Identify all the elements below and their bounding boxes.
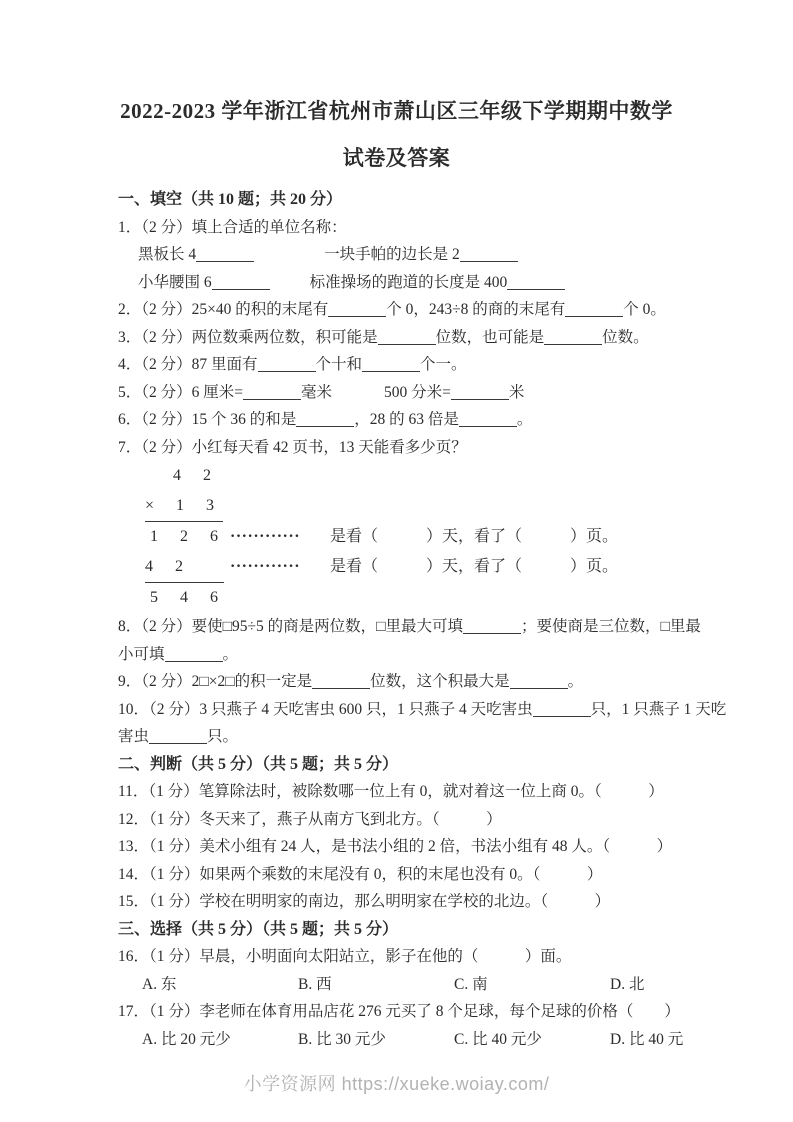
choice-option-q16-a: A. 东 [142,975,177,993]
question-text-q8: 8．（2 分）要使□95÷5 的商是两位数，□里最大可填 [118,618,463,635]
spacer [270,286,310,287]
question-text-q10: 只。 [207,728,239,745]
multiplication-digits: 4 2 [173,467,220,484]
exam-title [60,0,733,182]
question-line-q15 [118,888,681,916]
choice-option-q16-d: D. 北 [610,975,645,993]
question-line-q10 [118,723,681,751]
question-text-q2: 个 0，243÷8 的商的末尾有 [386,301,566,318]
multiplication-digits: 5 4 6 [150,589,227,606]
question-line-q1 [118,241,681,269]
fill-blank-q6 [296,411,354,427]
section-heading-1: 一、填空（共 10 题；共 20 分） [118,191,343,208]
question-line-q11 [118,778,681,806]
question-text-q1: 黑板长 4 [138,246,197,263]
fill-blank-q3 [378,329,436,345]
question-text-q4: 个一。 [420,356,467,373]
multiplication-row-2 [145,491,681,522]
question-line-q17 [118,998,681,1026]
multiplication-digits: 1 2 6 [150,528,227,545]
question-line-q1 [118,269,681,297]
fill-blank-q8 [463,618,521,634]
question-line-q12 [118,806,681,834]
question-text-q8: ；要使商是三位数，□里最 [520,618,701,635]
question-line-q1 [118,214,681,242]
footer-site-text: 小学资源网 https://xueke.woiay.com/ [243,1074,550,1094]
choice-option-q17-b: B. 比 30 元少 [298,1030,386,1048]
spacer [118,286,138,287]
fill-blank-q2 [328,301,386,317]
question-text-q9: 位数，这个积最大是 [370,673,510,690]
section-heading-3: 三、选择（共 5 分）（共 5 题；共 5 分） [118,920,399,938]
multiplication-digits-cell [145,583,230,613]
question-text-q1: 1．（2 分）填上合适的单位名称： [118,218,347,236]
dotted-leader: ············ [230,558,301,575]
question-text-q8: 小可填 [118,645,165,663]
question-text-q9: 。 [567,673,584,690]
multiplication-digits-cell [145,461,230,491]
question-line-q6 [118,406,681,434]
question-line-q4 [118,351,681,379]
fill-blank-q5 [243,384,301,400]
question-line-q10 [118,696,727,724]
question-text-q3: 3．（2 分）两位数乘两位数，积可能是 [118,328,378,346]
choice-option-q17-d: D. 比 40 元 [610,1030,684,1048]
fill-blank-q10 [149,728,207,744]
fill-blank-q9 [312,673,370,689]
question-text-q3: 位数。 [602,328,649,346]
fill-blank-q1 [196,246,254,262]
multiplication-row-3 [145,522,681,552]
multiplication-digits-cell [145,522,230,552]
choice-option-q17-c: C. 比 40 元少 [454,1030,542,1048]
fill-blank-q4 [258,356,316,372]
choice-option-q17-a: A. 比 20 元少 [142,1030,231,1048]
multiplication-digits: 4 2 [145,552,224,583]
question-text-q6: 6．（2 分）15 个 36 的和是 [118,411,297,428]
fill-blank-q10 [533,701,591,717]
spacer [118,258,138,259]
fill-blank-q9 [510,673,568,689]
question-text-q2: 个 0。 [623,301,666,318]
question-text-q16: 16．（1 分）早晨，小明面向太阳站立，影子在他的（ ）面。 [118,948,572,965]
question-text-q6: 。 [516,411,533,428]
question-text-q5: 5．（2 分）6 厘米= [118,383,243,401]
question-text-q13: 13．（1 分）美术小组有 24 人，是书法小组的 2 倍，书法小组有 48 人。（ ） [118,838,673,855]
question-text-q7: 7．（2 分）小红每天看 42 页书，13 天能看多少页？ [118,438,467,456]
options-row-q17 [118,1026,684,1054]
question-text-q1: 标准操场的跑道的长度是 400 [309,273,508,291]
question-text-q6: ，28 的 63 倍是 [354,411,459,428]
multiplication-digits-cell [145,491,230,522]
question-text-q17: 17．（1 分）李老师在体育用品店花 276 元买了 8 个足球，每个足球的价格（ ） [118,1003,680,1020]
options-row-q16 [118,971,681,999]
question-text-q1: 小华腰围 6 [138,273,212,291]
fill-blank-q6 [459,411,517,427]
fill-blank-q8 [165,646,223,662]
fill-blank-q5 [451,384,509,400]
fill-blank-q1 [212,274,270,290]
question-text-q9: 9．（2 分）2□×2□的积一定是 [118,673,313,690]
spacer [254,258,324,259]
question-line-q3 [118,324,681,352]
multiplication-row-1 [145,461,681,491]
question-text-q2: 2．（2 分）25×40 的积的末尾有 [118,301,329,318]
multiplication-digits-cell [145,552,230,583]
multiplication-row-5 [145,583,681,613]
question-text-q3: 位数，也可能是 [435,328,545,346]
question-line-q8 [118,641,681,669]
exam-content [118,186,727,1053]
question-text-q12: 12．（1 分）冬天来了，燕子从南方飞到北方。（ ） [118,810,502,828]
choice-option-q16-b: B. 西 [298,975,332,993]
question-text-q4: 4．（2 分）87 里面有 [118,356,258,373]
question-text-q14: 14．（1 分）如果两个乘数的末尾没有 0，积的末尾也没有 0。（ ） [118,865,603,883]
question-line-q9 [118,668,681,696]
question-text-q5: 米 [508,383,525,401]
question-line-q13 [118,833,681,861]
multiplication-note-q7: 是看（ ）天，看了（ ）页。 [330,558,619,575]
question-line-q5 [118,379,681,407]
question-text-q1: 一块手帕的边长是 2 [324,246,460,263]
question-line-q16 [118,943,681,971]
question-text-q10: 害虫 [118,728,150,745]
footer-watermark [0,1070,793,1096]
spacer [332,396,384,397]
question-text-q15: 15．（1 分）学校在明明家的南边，那么明明家在学校的北边。（ ） [118,893,611,910]
exam-title-line2: 试卷及答案 [342,146,451,170]
fill-blank-q1 [460,246,518,262]
question-text-q5: 毫米 [301,383,333,401]
section-heading-2: 二、判断（共 5 分）（共 5 题；共 5 分） [118,755,399,773]
choice-option-q16-c: C. 南 [454,975,488,993]
multiplication-note-q7: 是看（ ）天，看了（ ）页。 [330,528,619,545]
question-text-q11: 11．（1 分）笔算除法时，被除数哪一位上有 0，就对着这一位上商 0。（ ） [118,783,664,800]
multiplication-row-4 [145,552,681,583]
fill-blank-q3 [544,329,602,345]
question-line-q7 [118,434,681,462]
question-text-q10: 只，1 只燕子 1 天吃 [590,700,727,718]
fill-blank-q4 [362,356,420,372]
question-line-q8 [118,613,701,641]
multiplication-digits: × 1 3 [145,491,223,522]
fill-blank-q1 [507,274,565,290]
question-line-q14 [118,861,681,889]
question-text-q8: 。 [222,645,239,663]
question-text-q5: 500 分米= [384,383,451,401]
question-text-q10: 10．（2 分）3 只燕子 4 天吃害虫 600 只，1 只燕子 4 天吃害虫 [118,700,533,718]
fill-blank-q2 [565,301,623,317]
exam-title-line1: 2022-2023 学年浙江省杭州市萧山区三年级下学期期中数学 [120,99,673,123]
question-line-q2 [118,296,681,324]
question-text-q4: 个十和 [315,356,363,373]
dotted-leader: ············ [230,528,301,545]
